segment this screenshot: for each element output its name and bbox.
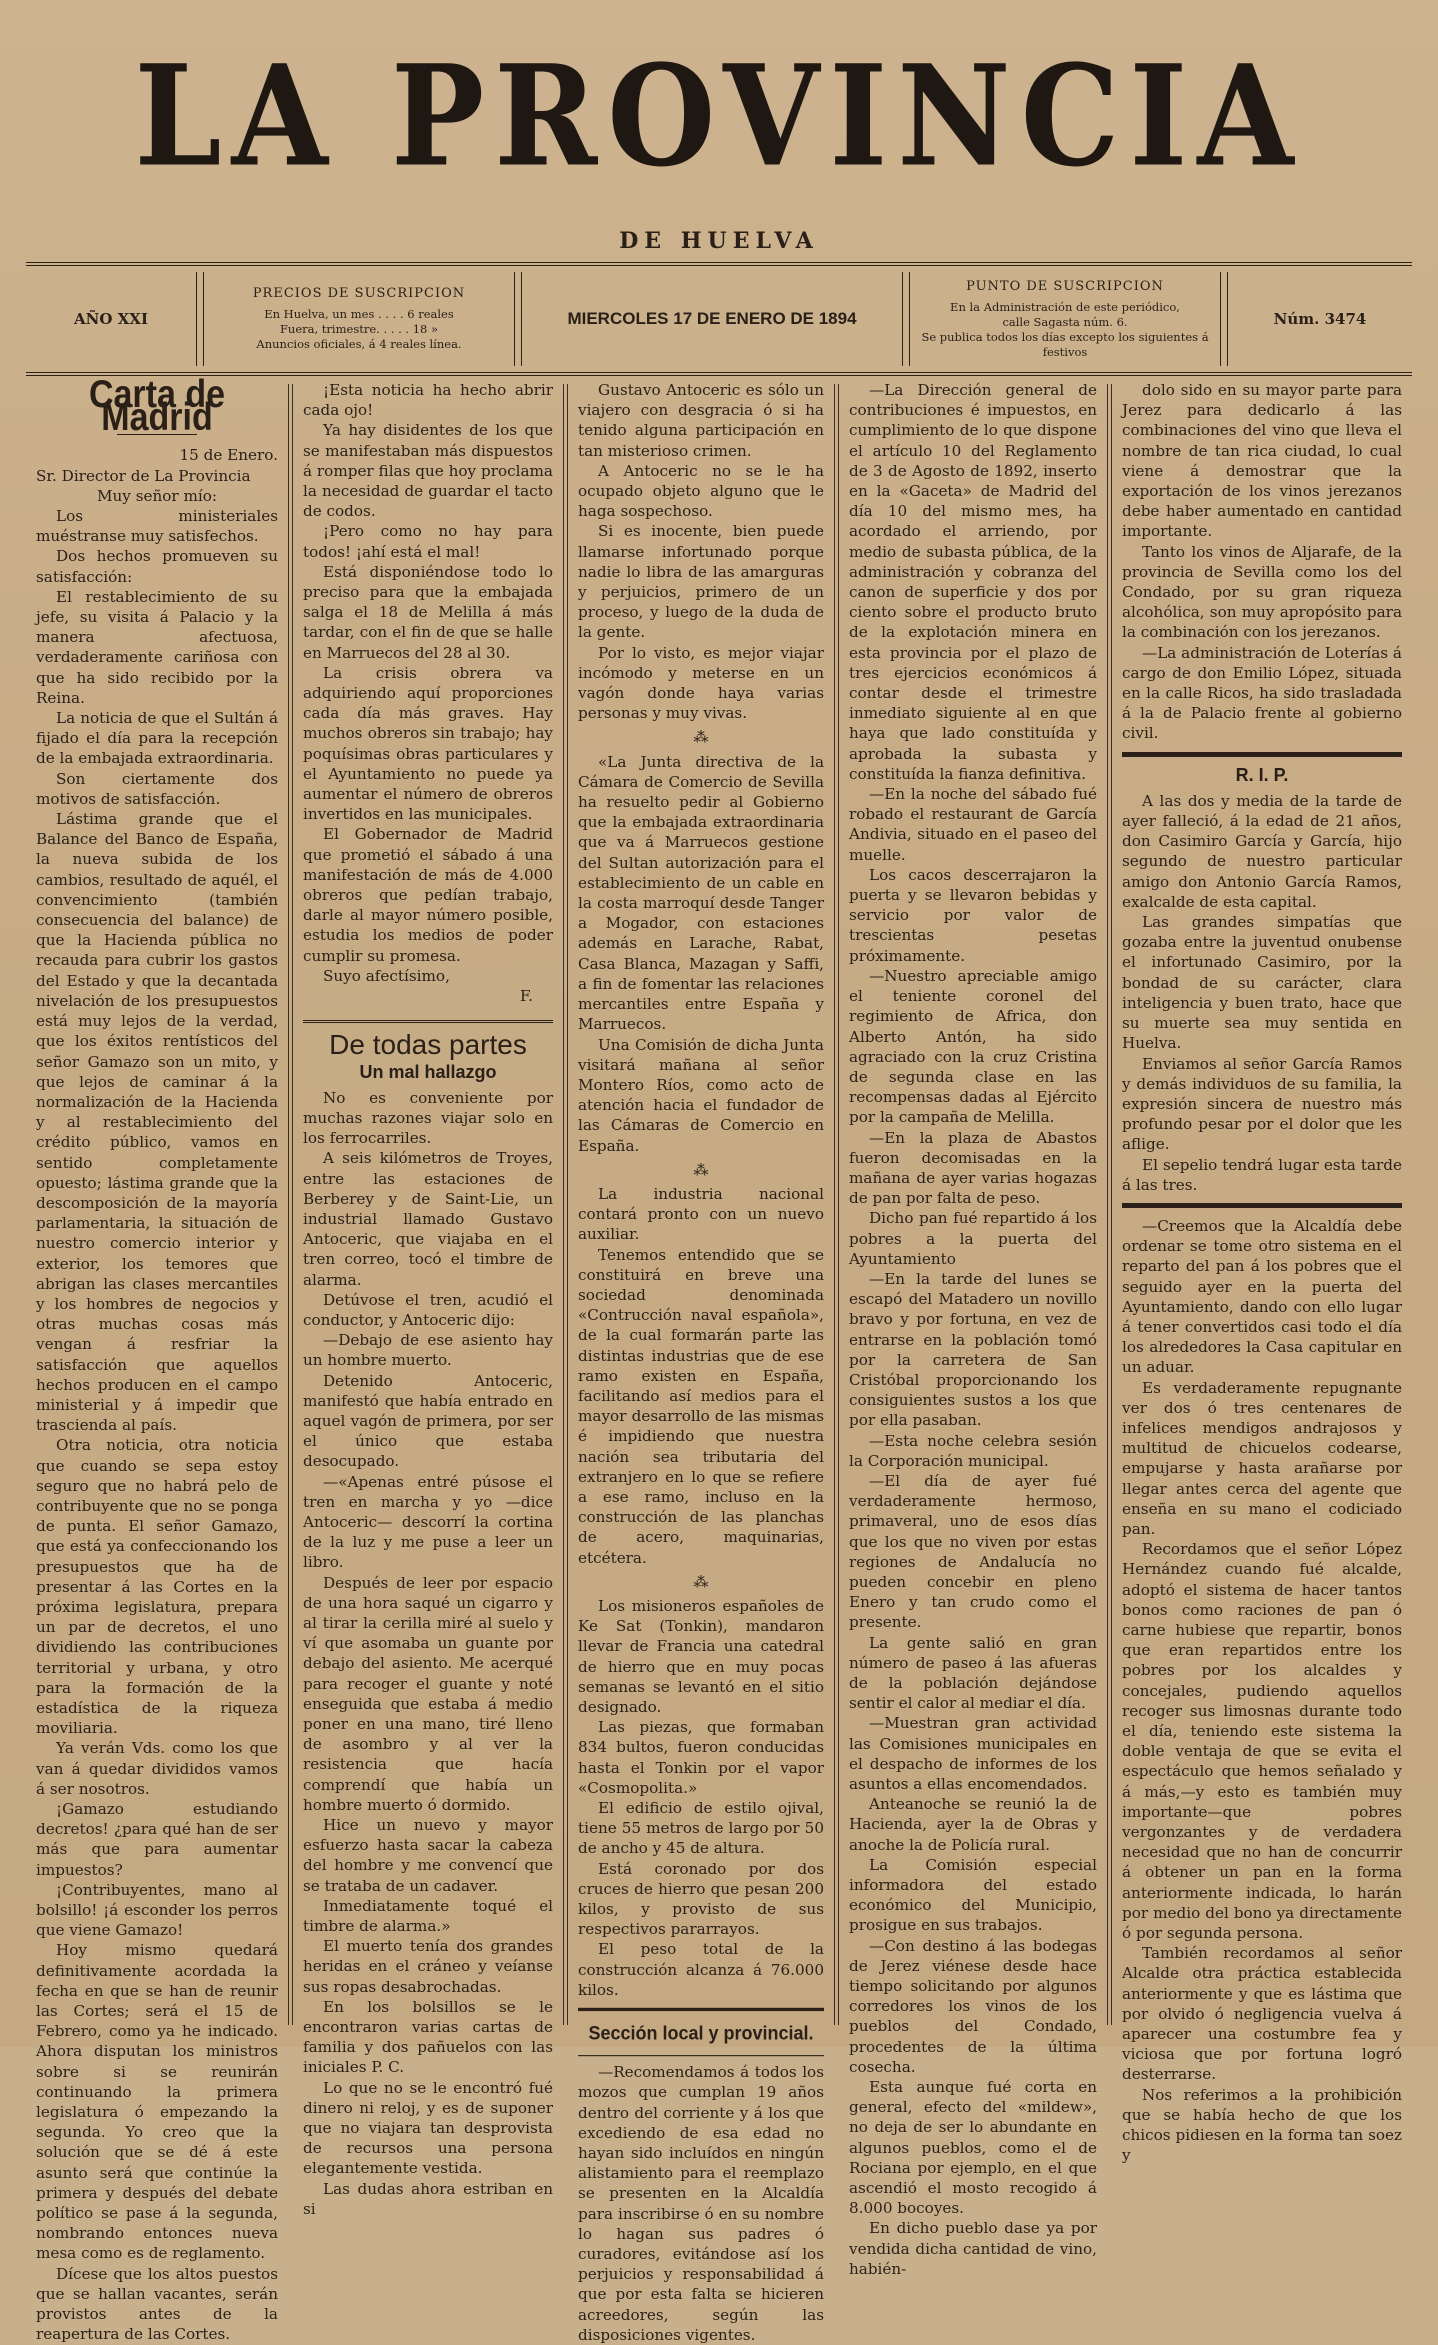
paragraph: A seis kilómetros de Troyes, entre las estaciones de Berberey y de Saint-Lie, un industrial llamado Gustavo Antoceric, que viajaba en el tren correo, tocó el timbre de alarma. xyxy=(303,1149,553,1289)
date-cell xyxy=(522,266,902,372)
paragraph: El Gobernador de Madrid que prometió el sábado á una manifestación de más de 4.000 obreros que pedían trabajo, darle al mayor número posible, estudia los medios de poder cumplir su promesa. xyxy=(303,825,553,965)
price-line: Anuncios oficiales, á 4 reales línea. xyxy=(256,337,462,351)
paragraph: Inmediatamente toqué el timbre de alarma.» xyxy=(303,1896,553,1936)
paragraph: En los bolsillos se le encontraron varias cartas de familia y dos pañuelos con las iniciales P. C. xyxy=(303,1997,553,2077)
paragraph: Los ministeriales muéstranse muy satisfechos. xyxy=(36,507,278,546)
prices-title: PRECIOS DE SUSCRIPCION xyxy=(252,286,466,301)
divider xyxy=(514,272,522,366)
paragraph: Una Comisión de dicha Junta visitará mañana al señor Montero Ríos, como acto de atención hacia el fundador de las Cámaras de Comercio en España. xyxy=(578,1035,824,1155)
article-body xyxy=(36,506,278,2344)
separator-stars: ⁂ xyxy=(693,1572,709,1591)
obituary-heading: R. I. P. xyxy=(1235,764,1289,785)
article-columns xyxy=(26,372,1412,2344)
divider xyxy=(902,272,910,366)
point-line: calle Sagasta núm. 6. xyxy=(1002,314,1128,329)
article-body xyxy=(1122,791,1402,1195)
newspaper-subtitle: DE HUELVA xyxy=(619,228,819,254)
info-bar xyxy=(26,262,1412,376)
point-title: PUNTO DE SUSCRIPCION xyxy=(966,278,1164,294)
paragraph: Las dudas ahora estriban en si xyxy=(303,2179,553,2218)
paragraph: Otra noticia, otra noticia que cuando se sepa estoy seguro que no habrá pelo de contribuyente que no se ponga de punta. El señor Gamazo, que está ya confeccionando los presupuestos que ha de presentar á las Cortes en la próxima legislatura, prepara un par de decretos, el uno dividiendo las contribuciones territorial y urbana, y otro para la formación de la estadística de la riqueza moviliaria. xyxy=(36,1436,278,1738)
paragraph: —En la tarde del lunes se escapó del Matadero un novillo bravo y por fortuna, en vez de entrarse en la población tomó por la carretera de San Cristóbal proporcionando los consiguientes sustos a los que por ella pasaban. xyxy=(849,1269,1097,1430)
subscription-point xyxy=(910,266,1220,372)
article-heading: Carta de Madrid xyxy=(88,372,226,440)
paragraph: Gustavo Antoceric es sólo un viajero con desgracia ó si ha tenido alguna participación en tan misterioso crimen. xyxy=(578,381,824,460)
paragraph: La noticia de que el Sultán á fijado el día para la recepción de la embajada extraordinaria. xyxy=(36,709,278,768)
paragraph: Los cacos descerrajaron la puerta y se llevaron bebidas y servicio por valor de trescientas pesetas próximamente. xyxy=(849,865,1097,965)
paragraph: dolo sido en su mayor parte para Jerez para dedicarlo á las combinaciones del vino que lleva el nombre de tan rica ciudad, lo cual viene á demostrar que la exportación de los vinos jerezanos debe haber aumentado en cantidad importante. xyxy=(1122,381,1402,541)
paragraph: —Creemos que la Alcaldía debe ordenar se tome otro sistema en el reparto del pan á los pobres que el seguido ayer en la puerta del Ayuntamiento, dando con ello lugar á tener convertidos casi todo el día los alrededores la Casa capitular en un aduar. xyxy=(1122,1216,1402,1377)
paragraph: Dicho pan fué repartido á los pobres a la puerta del Ayuntamiento xyxy=(849,1209,1097,1268)
column-5 xyxy=(1112,380,1412,2165)
paragraph: Es verdaderamente repugnante ver dos ó tres centenares de infelices mendigos andrajosos y multitud de chicuelos codearse, empujarse y hasta arañarse por llegar antes cerca del agente que enseña en su mano el codiciado pan. xyxy=(1122,1378,1402,1538)
signature: F. xyxy=(520,987,533,1006)
paragraph: Tanto los vinos de Aljarafe, de la provincia de Sevilla como los del Condado, por su gran riqueza alcohólica, son muy apropósito para la combinación con los jerezanos. xyxy=(1122,542,1402,642)
paragraph: —Nuestro apreciable amigo el teniente coronel del regimiento de Africa, don Alberto Antón, ha sido agraciado con la cruz Cristina de segunda clase en las recompensas dadas al Ejército por la campaña de Melilla. xyxy=(849,966,1097,1127)
article-body xyxy=(1122,380,1402,744)
paragraph: —Recomendamos á todos los mozos que cumplan 19 años dentro del corriente y á los que excediendo de esa edad no hayan sido incluídos en ningún alistamiento para el reemplazo se presenten en la Alcaldía para inscribirse ó en su nombre lo hagan sus padres ó curadores, evitándose así los perjuicios y responsabilidad á que por esta falta se hicieren acreedores, según las disposiciones vigentes. xyxy=(578,2063,824,2344)
separator-stars: ⁂ xyxy=(693,728,709,747)
article-body xyxy=(578,752,824,1156)
paragraph: El peso total de la construcción alcanza á 76.000 kilos. xyxy=(578,1940,824,1999)
paragraph: Detúvose el tren, acudió el conductor, y Antoceric dijo: xyxy=(303,1290,553,1329)
masthead xyxy=(26,0,1412,254)
paragraph: Son ciertamente dos motivos de satisfacción. xyxy=(36,769,278,808)
paragraph: La gente salió en gran número de paseo á las afueras de la población dejándose sentir el calor al mediar el día. xyxy=(849,1633,1097,1713)
issue-number-cell xyxy=(1228,266,1412,372)
column-2 xyxy=(293,380,563,2218)
paragraph: Tenemos entendido que se constituirá en breve una sociedad denominada «Contrucción naval española», de la cual formarán parte las distintas industrias que de ese ramo existen en España, facilitando así medios para el mayor desarrollo de las mismas é impidiendo que nuestra nación sea tributaria del extranjero en lo que se refiere a ese ramo, incluso en la construcción de las planchas de acero, maquinarias, etcétera. xyxy=(578,1245,824,1567)
subscription-prices xyxy=(204,266,514,372)
paragraph: Las piezas, que formaban 834 bultos, fueron conducidas hasta el Tonkin por el vapor «Cosmopolita.» xyxy=(578,1718,824,1797)
point-line: En la Administración de este periódico, xyxy=(950,299,1180,314)
paragraph: Dícese que los altos puestos que se hallan vacantes, serán provistos antes de la reapertura de las Cortes. xyxy=(36,2264,278,2344)
paragraph: Esta aunque fué corta en general, efecto del «mildew», no deja de ser lo abundante en algunos pueblos, como el de Rociana por ejemplo, en el que ascendió el mosto recogido á 8.000 bocoyes. xyxy=(849,2078,1097,2218)
paragraph: ¡Contribuyentes, mano al bolsillo! ¡á esconder los perros que viene Gamazo! xyxy=(36,1880,278,1940)
paragraph: —En la plaza de Abastos fueron decomisadas en la mañana de ayer varias hogazas de pan por falta de peso. xyxy=(849,1128,1097,1208)
price-line: En Huelva, un mes . . . . 6 reales xyxy=(264,307,454,321)
article-body xyxy=(303,380,553,986)
article-body xyxy=(578,1184,824,1568)
paragraph: Anteanoche se reunió la de Hacienda, ayer la de Obras y anoche la de Policía rural. xyxy=(849,1795,1097,1854)
paragraph: —Con destino á las bodegas de Jerez viénese desde hace tiempo solicitando por algunos corredores los vinos de los pueblos del Condado, procedentes de la última cosecha. xyxy=(849,1936,1097,2076)
paragraph: A las dos y media de la tarde de ayer falleció, á la edad de 21 años, don Casimiro García y García, hijo segundo de nuestro particular amigo don Antonio García Ramos, exalcalde de esta capital. xyxy=(1122,791,1402,911)
paragraph: También recordamos al señor Alcalde otra práctica establecida anteriormente y que es lástima que por olvido ó negligencia vuelva á aparecer una costumbre fea y viciosa que por fortuna logró desterrarse. xyxy=(1122,1944,1402,2084)
separator-stars: ⁂ xyxy=(693,1160,709,1179)
paragraph: —La Dirección general de contribuciones é impuestos, en cumplimiento de lo que dispone el artículo 10 del Reglamento de 3 de Agosto de 1892, inserto en la «Gaceta» de Madrid del día 10 del mismo mes, ha acordado el arriendo, por medio de subasta pública, de la administración y cobranza del canon de superficie y dos por ciento sobre el producto bruto de la explotación minera en esta provincia por el plazo de tres ejercicios económicos á contar desde el trimestre inmediato siguiente al en que haya que lado constituída y aprobada la subasta y constituída la fianza definitiva. xyxy=(849,381,1097,783)
paragraph: Hice un nuevo y mayor esfuerzo hasta sacar la cabeza del hombre y me convencí que se trataba de un cadaver. xyxy=(303,1816,553,1895)
paragraph: El muerto tenía dos grandes heridas en el cráneo y veíanse sus ropas desabrochadas. xyxy=(303,1937,553,1996)
paragraph: —«Apenas entré púsose el tren en marcha y yo —dice Antoceric— descorrí la cortina de la luz y me puse a leer un libro. xyxy=(303,1472,553,1572)
divider xyxy=(1220,272,1228,366)
paragraph: Recordamos que el señor López Hernández cuando fué alcalde, adoptó el sistema de hacer tantos bonos como raciones de pan ó carne hubiese que repartir, bonos que eran repartidos entre los pobres por los alcaldes y concejales, pudiendo aquellos recoger sus limosnas durante todo el día, teniendo este sistema la doble ventaja de que se evita el espectáculo que hemos señalado y á más,—y esto es también muy importante—que pobres vergonzantes y de verdadera necesidad que no han de concurrir á obtener un pan en la forma anteriormente indicada, lo harán por medio del bono ya directamente ó por segunda persona. xyxy=(1122,1540,1402,1943)
paragraph: El restablecimiento de su jefe, su visita á Palacio y la manera afectuosa, verdaderamente cariñosa con que ha sido recibido por la Reina. xyxy=(36,587,278,707)
article-body xyxy=(578,2062,824,2345)
year-cell xyxy=(26,266,196,372)
paragraph: ¡Esta noticia ha hecho abrir cada ojo! xyxy=(303,381,553,420)
paragraph: —Muestran gran actividad las Comisiones municipales en el despacho de informes de los asuntos a ellas encomendados. xyxy=(849,1714,1097,1794)
article-body xyxy=(849,380,1097,2279)
paragraph: A Antoceric no se le ha ocupado objeto alguno que le haga sospechoso. xyxy=(578,461,824,521)
paragraph: La industria nacional contará pronto con un nuevo auxiliar. xyxy=(578,1184,824,1244)
paragraph: Lástima grande que el Balance del Banco de España, la nueva subida de los cambios, resultado de aquél, el convencimiento (también consecuencia del balance) de que la Hacienda pública no recauda para cubrir los gastos del Estado y que la decantada nivelación de los presupuestos está muy lejos de la verdad, que los éxitos rentísticos del señor Gamazo son un mito, y que lejos de caminar á la normalización de la Hacienda y al restablecimiento del crédito público, vamos en sentido completamente opuesto; lástima grande que la descomposición de la mayoría parlamentaria, la situación de nuestro comercio interior y exterior, los temores que abrigan las clases mercantiles y los hombres de negocios y otras muchas cosas más vengan á resfriar la satisfacción que aquellos hechos producen en el campo ministerial y á impedir que trascienda al país. xyxy=(36,810,278,1435)
paragraph: ¡Gamazo estudiando decretos! ¿para qué han de ser más que para aumentar impuestos? xyxy=(36,1800,278,1879)
paragraph: Nos referimos a la prohibición que se había hecho de que los chicos pidiesen en la forma tan soez y xyxy=(1122,2085,1402,2165)
paragraph: Por lo visto, es mejor viajar incómodo y meterse en un vagón donde haya varias personas y muy vivas. xyxy=(578,643,824,723)
thick-rule xyxy=(1122,752,1402,757)
paragraph: Los misioneros españoles de Ke Sat (Tonkin), mandaron llevar de Francia una catedral de hierro que en muy pocas semanas se levantó en el sitio designado. xyxy=(578,1596,824,1716)
paragraph: Enviamos al señor García Ramos y demás individuos de su familia, la expresión sincera de nuestro más profundo pesar por el dolor que les aflige. xyxy=(1122,1054,1402,1154)
paragraph: El edificio de estilo ojival, tiene 55 metros de largo por 50 de ancho y 45 de altura. xyxy=(578,1799,824,1858)
paragraph: —El día de ayer fué verdaderamente hermoso, primaveral, uno de esos días que los que no viven por estas regiones de Andalucía no pueden concebir en pleno Enero y tan crudo como el presente. xyxy=(849,1471,1097,1632)
column-3 xyxy=(568,380,834,2344)
paragraph: Las grandes simpatías que gozaba entre la juventud onubense el infortunado Casimiro, por la bondad de su carácter, clara inteligencia y buen trato, hace que su muerte sea muy sentida en Huelva. xyxy=(1122,913,1402,1053)
paragraph: Si es inocente, bien puede llamarse infortunado porque nadie lo libra de las amarguras y perjuicios, primero de un proceso, y luego de la duda de la gente. xyxy=(578,522,824,642)
paragraph: No es conveniente por muchas razones viajar solo en los ferrocarriles. xyxy=(303,1088,553,1148)
article-body xyxy=(578,1596,824,2000)
paragraph: Dos hechos promueven su satisfacción: xyxy=(36,547,278,586)
paragraph: Ya hay disidentes de los que se manifestaban más dispuestos á romper filas que hoy proclama la necesidad de guardar el tacto de codos. xyxy=(303,421,553,521)
paragraph: Está coronado por dos cruces de hierro que pesan 200 kilos, y provisto de sus respectivos pararrayos. xyxy=(578,1859,824,1939)
paragraph: —Debajo de ese asiento hay un hombre muerto. xyxy=(303,1331,553,1370)
point-line: Se publica todos los días excepto los siguientes á festivos xyxy=(921,329,1209,359)
paragraph: La crisis obrera va adquiriendo aquí proporciones cada día más graves. Hay muchos obreros sin trabajo; hay poquísimas obras particulares y el Ayuntamiento no puede ya aumentar el número de obreros invertidos en las municipales. xyxy=(303,663,553,824)
letter-date: 15 de Enero. xyxy=(179,446,278,465)
paragraph: Suyo afectísimo, xyxy=(323,966,450,985)
paragraph: —La administración de Loterías á cargo de don Emilio López, situada en la calle Ricos, ha sido trasladada á la de Palacio frente al gobierno civil. xyxy=(1122,643,1402,743)
paragraph: Está disponiéndose todo lo preciso para que la embajada salga el 18 de Melilla á más tardar, con el fin de que se halle en Marruecos del 28 al 30. xyxy=(303,562,553,662)
year-label: AÑO XXI xyxy=(74,310,148,328)
paragraph: Lo que no se le encontró fué dinero ni reloj, y es de suponer que no viajara tan desprovista de recursos una persona elegantemente vestida. xyxy=(303,2078,553,2178)
article-body xyxy=(1122,1216,1402,2166)
paragraph: —En la noche del sábado fué robado el restaurant de García Andivia, situado en el paseo del muelle. xyxy=(849,785,1097,864)
letter-addressee: Sr. Director de La Provincia xyxy=(36,466,251,485)
letter-salutation: Muy señor mío: xyxy=(96,486,218,505)
thick-rule xyxy=(1122,1203,1402,1208)
paragraph: La Comisión especial informadora del estado económico del Municipio, prosigue en sus trabajos. xyxy=(849,1855,1097,1935)
issue-number: Núm. 3474 xyxy=(1273,310,1367,328)
paragraph: Hoy mismo quedará definitivamente acordada la fecha en que se han de reunir las Cortes; será el 15 de Febrero, como ya he indicado. Ahora disputan los ministros sobre si se reunirán continuando la primera legislatura ó empezando la segunda. Yo creo que la solución que se dé á este asunto será que continúe la primera y después del debate político se pase á la segunda, nombrando entonces nueva mesa como es de reglamento. xyxy=(36,1941,278,2263)
paragraph: El sepelio tendrá lugar esta tarde á las tres. xyxy=(1122,1155,1402,1194)
paragraph: Detenido Antoceric, manifestó que había entrado en aquel vagón de primera, por ser el único que estaba desocupado. xyxy=(303,1371,553,1471)
article-body xyxy=(578,380,824,723)
column-1 xyxy=(26,372,288,2344)
price-line: Fuera, trimestre. . . . . 18 » xyxy=(279,322,439,336)
column-4 xyxy=(839,380,1107,2278)
section-heading: Sección local y provincial. xyxy=(578,2008,824,2057)
newspaper-title: LA PROVINCIA xyxy=(134,35,1304,199)
divider xyxy=(196,272,204,366)
paragraph: Después de leer por espacio de una hora saqué un cigarro y al tirar la cerilla miré al suelo y ví que asomaba un guante por debajo del asiento. Me acerqué para recoger el guante y noté enseguida que estaba á medio poner en una mano, tiré lleno de asombro y al ver la resistencia que hacía comprendí que había un hombre muerto ó dormido. xyxy=(303,1573,553,1814)
paragraph: —Esta noche celebra sesión la Corporación municipal. xyxy=(849,1431,1097,1470)
paragraph: Ya verán Vds. como los que van á quedar divididos vamos á ser nosotros. xyxy=(36,1739,278,1798)
paragraph: ¡Pero como no hay para todos! ¡ahí está el mal! xyxy=(303,522,553,561)
paragraph: «La Junta directiva de la Cámara de Comercio de Sevilla ha resuelto pedir al Gobierno que la embajada extraordinaria que va á Marruecos gestione del Sultan autorización para el establecimiento de un cable en la costa marroquí desde Tanger a Mogador, con estaciones además en Larache, Rabat, Casa Blanca, Mazagan y Saffi, a fin de fomentar las relaciones mercantiles entre España y Marruecos. xyxy=(578,752,824,1034)
section-heading: De todas partes xyxy=(303,1020,553,1055)
paragraph: En dicho pueblo dase ya por vendida dicha cantidad de vino, habién- xyxy=(849,2219,1097,2278)
issue-date: MIERCOLES 17 DE ENERO DE 1894 xyxy=(567,309,857,328)
article-body xyxy=(303,1088,553,2219)
article-subheading: Un mal hallazgo xyxy=(359,1061,497,1082)
